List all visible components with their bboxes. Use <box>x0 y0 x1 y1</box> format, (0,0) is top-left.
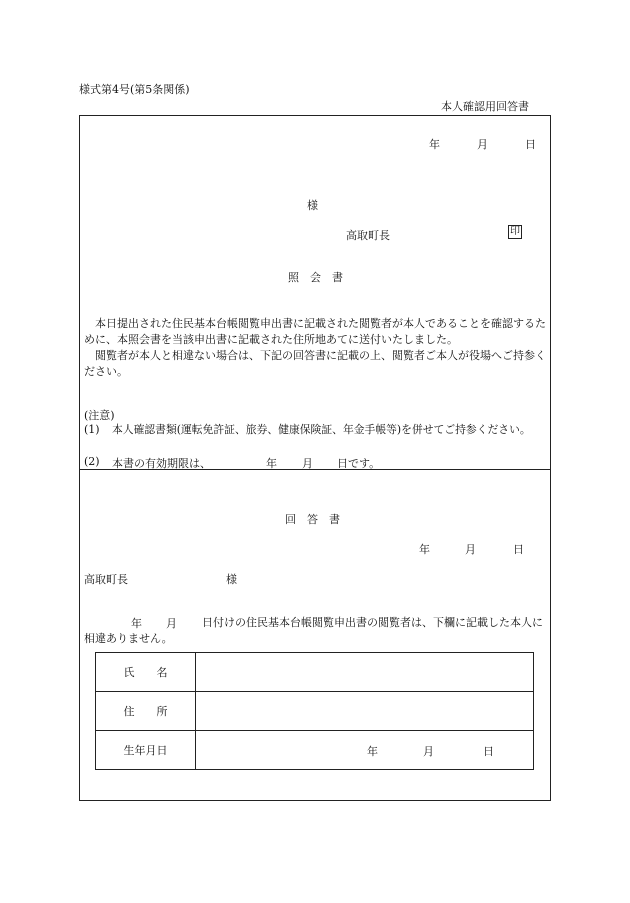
inquiry-sender: 高取町長 <box>346 229 390 242</box>
address-row <box>96 692 534 731</box>
note-2-prefix: 本書の有効期限は、 <box>112 457 211 470</box>
reply-body-month: 月 <box>166 617 177 630</box>
dob-year: 年 <box>367 745 378 758</box>
dob-label: 生年月日 <box>96 731 196 770</box>
note-2-year: 年 <box>266 457 277 470</box>
name-label: 氏 名 <box>96 653 196 692</box>
reply-sender-suffix: 様 <box>226 573 237 586</box>
reply-body-text: 日付けの住民基本台帳閲覧申出書の閲覧者は、下欄に記載した本人に相違ありません。 <box>84 616 543 645</box>
reply-date-day: 日 <box>513 543 524 556</box>
personal-info-table <box>95 652 534 770</box>
reply-title: 回 答 書 <box>285 513 340 526</box>
inquiry-date-year: 年 <box>429 138 440 151</box>
dob-field[interactable] <box>196 731 534 770</box>
reply-date-month: 月 <box>465 543 476 556</box>
note-2-suffix: 日です。 <box>337 457 381 470</box>
note-2-number: (2) <box>84 455 100 468</box>
reply-date-year: 年 <box>419 543 430 556</box>
inquiry-date-month: 月 <box>477 138 488 151</box>
reply-addressee: 高取町長 <box>84 573 128 586</box>
document-type: 本人確認用回答書 <box>441 100 529 113</box>
note-2-month: 月 <box>302 457 313 470</box>
name-field[interactable] <box>196 653 534 692</box>
inquiry-body-1: 本日提出された住民基本台帳閲覧申出書に記載された閲覧者が本人であることを確認するために、本照会書を当該申出書に記載された住所地あてに送付いたしました。 <box>84 317 546 346</box>
inquiry-date-day: 日 <box>525 138 536 151</box>
notes-heading: (注意) <box>84 409 115 422</box>
inquiry-addressee-suffix: 様 <box>307 199 318 212</box>
seal-stamp: 印 <box>510 226 520 237</box>
note-1-text: 本人確認書類(運転免許証、旅券、健康保険証、年金手帳等)を併せてご持参ください。 <box>112 423 531 436</box>
address-field[interactable] <box>196 692 534 731</box>
address-label: 住 所 <box>96 692 196 731</box>
note-1-number: (1) <box>84 423 100 436</box>
dob-row <box>96 731 534 770</box>
inquiry-body-2: 閲覧者が本人と相違ない場合は、下記の回答書に記載の上、閲覧者ご本人が役場へご持参ください。 <box>84 349 546 378</box>
reply-body-year: 年 <box>131 617 142 630</box>
form-number: 様式第4号(第5条関係) <box>79 83 190 96</box>
dob-day: 日 <box>483 745 494 758</box>
dob-month: 月 <box>423 745 434 758</box>
name-row <box>96 653 534 692</box>
inquiry-title: 照 会 書 <box>288 271 343 284</box>
